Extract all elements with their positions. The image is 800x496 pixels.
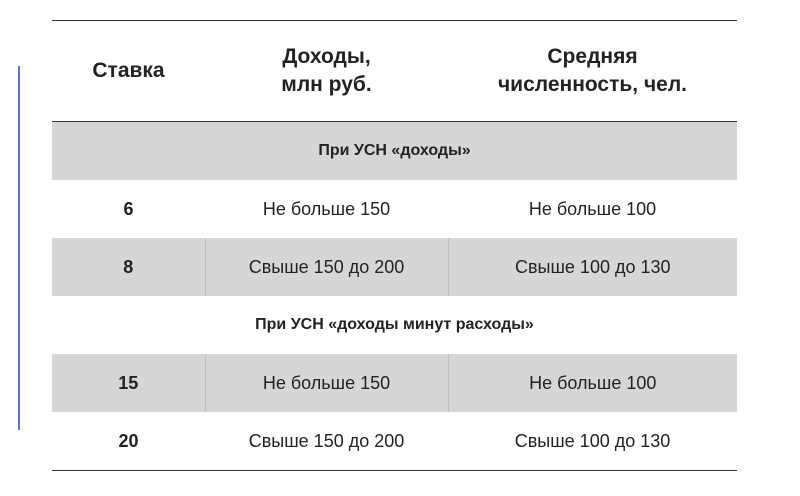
income-cell: Свыше 150 до 200 bbox=[205, 412, 448, 471]
header-staff: Средняя численность, чел. bbox=[448, 21, 737, 122]
income-cell: Не больше 150 bbox=[262, 198, 391, 219]
table-row bbox=[52, 354, 737, 412]
rate-cell: 20 bbox=[52, 412, 205, 471]
section-title: При УСН «доходы минут расходы» bbox=[255, 316, 534, 333]
section-row-usn-income-minus-expenses bbox=[52, 296, 737, 354]
income-cell: Не больше 150 bbox=[205, 354, 448, 412]
section-row-usn-income bbox=[52, 122, 737, 181]
tax-rate-table-container bbox=[52, 20, 737, 471]
table-row bbox=[52, 180, 737, 238]
left-accent-bar bbox=[18, 66, 20, 430]
section-title: При УСН «доходы» bbox=[52, 122, 737, 181]
rate-cell: 8 bbox=[52, 238, 205, 296]
staff-cell: Свыше 100 до 130 bbox=[448, 238, 737, 296]
table-header-row bbox=[52, 21, 737, 122]
header-rate: Ставка bbox=[52, 21, 205, 122]
tax-rate-table bbox=[52, 20, 737, 471]
table-row bbox=[52, 238, 737, 296]
income-cell: Свыше 150 до 200 bbox=[205, 238, 448, 296]
staff-cell: Свыше 100 до 130 bbox=[448, 412, 737, 471]
staff-cell: Не больше 100 bbox=[448, 354, 737, 412]
table-row bbox=[52, 412, 737, 471]
rate-cell: 15 bbox=[52, 354, 205, 412]
rate-cell: 6 bbox=[123, 198, 134, 219]
header-income: Доходы, млн руб. bbox=[205, 21, 448, 122]
staff-cell: Не больше 100 bbox=[528, 198, 657, 219]
